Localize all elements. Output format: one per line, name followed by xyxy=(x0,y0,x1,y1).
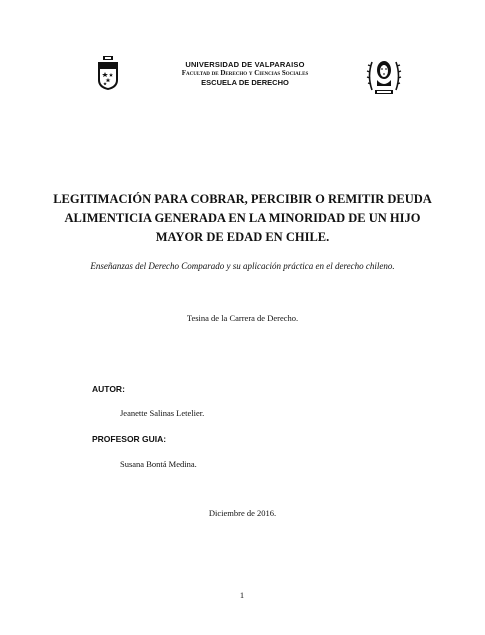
faculty-name: Facultad de Derecho y Ciencias Sociales xyxy=(181,69,309,77)
author-label: AUTOR: xyxy=(92,384,125,394)
institution-header xyxy=(140,60,350,87)
page-number: 1 xyxy=(239,590,245,600)
title-line: LEGITIMACIÓN PARA COBRAR, PERCIBIR O REMITIR DEUDA xyxy=(53,192,432,206)
document-title xyxy=(52,190,433,247)
school-name: ESCUELA DE DERECHO xyxy=(201,78,289,87)
university-crest-icon xyxy=(96,56,120,90)
title-line: ALIMENTICIA GENERADA EN LA MINORIDAD DE UN HIJO xyxy=(64,211,421,225)
document-date: Diciembre de 2016. xyxy=(208,508,277,518)
advisor-label: PROFESOR GUIA: xyxy=(92,434,167,444)
faculty-seal-icon xyxy=(366,54,402,98)
document-subtitle: Enseñanzas del Derecho Comparado y su aplicación práctica en el derecho chileno. xyxy=(90,261,395,271)
advisor-name: Susana Bontá Medina. xyxy=(120,459,197,469)
author-name: Jeanette Salinas Letelier. xyxy=(120,408,205,418)
thesis-type: Tesina de la Carrera de Derecho. xyxy=(186,313,299,323)
university-name: UNIVERSIDAD DE VALPARAISO xyxy=(185,60,305,69)
title-line: MAYOR DE EDAD EN CHILE. xyxy=(155,230,330,244)
